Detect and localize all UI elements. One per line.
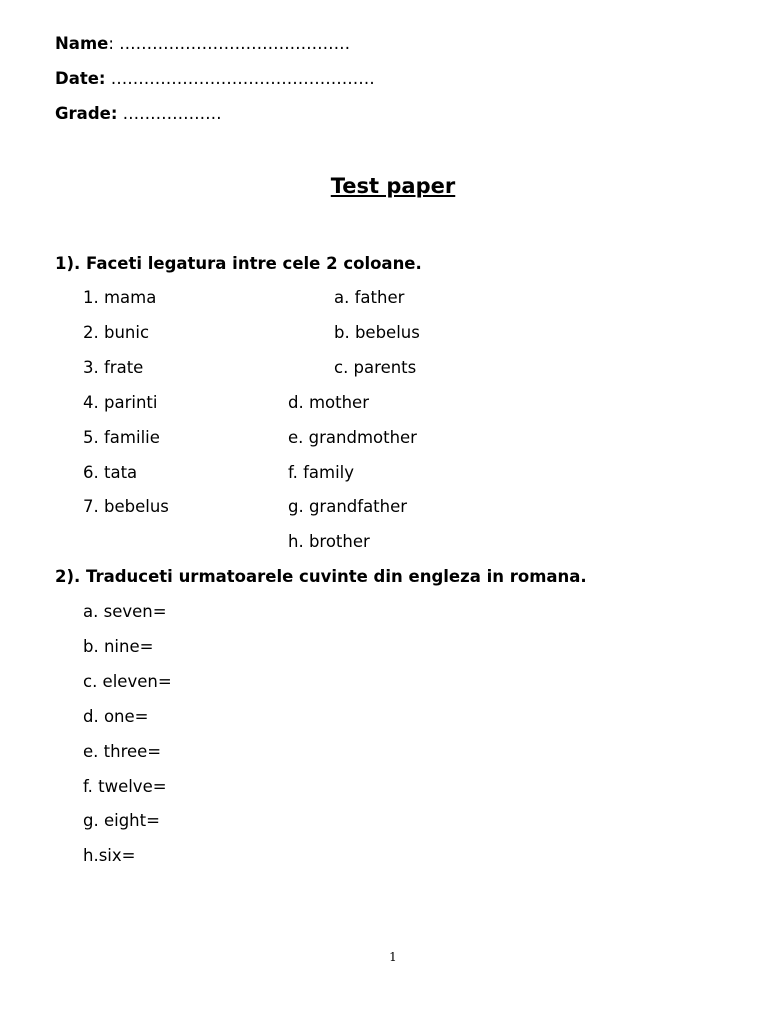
q2-item: c. eleven= <box>83 672 172 691</box>
q1-left-item: 7. bebelus <box>83 497 169 516</box>
q1-right-item: a. father <box>334 288 405 307</box>
q1-left-item: 2. bunic <box>83 323 150 342</box>
q2-item: f. twelve= <box>83 777 167 796</box>
q1-left-item: 5. familie <box>83 428 160 447</box>
q1-right-item: b. bebelus <box>334 323 420 342</box>
q1-left-item: 6. tata <box>83 463 138 482</box>
q2-item: g. eight= <box>83 811 160 830</box>
q1-right-item: f. family <box>288 463 355 482</box>
date-dots: ………………………………………… <box>105 69 375 88</box>
page-number: 1 <box>389 950 397 964</box>
name-label: Name <box>55 34 109 53</box>
q2-item: e. three= <box>83 742 162 761</box>
q1-right-item: c. parents <box>334 358 417 377</box>
q1-right-item: h. brother <box>288 532 370 551</box>
question-1-heading: 1). Faceti legatura intre cele 2 coloane. <box>55 254 422 273</box>
question-2-heading: 2). Traduceti urmatoarele cuvinte din engleza in romana. <box>55 567 587 586</box>
q2-item: h.six= <box>83 846 136 865</box>
date-field <box>55 69 375 89</box>
grade-field <box>55 104 222 124</box>
q2-item: d. one= <box>83 707 149 726</box>
q1-left-item: 4. parinti <box>83 393 158 412</box>
date-label: Date: <box>55 69 106 88</box>
name-field <box>55 34 350 54</box>
grade-label: Grade: <box>55 104 118 123</box>
q1-right-item: e. grandmother <box>288 428 417 447</box>
q1-right-item: d. mother <box>288 393 369 412</box>
q1-right-item: g. grandfather <box>288 497 408 516</box>
grade-dots: ……………… <box>117 104 222 123</box>
name-dots: : …………………………………… <box>108 34 351 53</box>
q1-left-item: 3. frate <box>83 358 144 377</box>
page-title: Test paper <box>330 174 456 198</box>
q1-left-item: 1. mama <box>83 288 157 307</box>
q2-item: a. seven= <box>83 602 167 621</box>
q2-item: b. nine= <box>83 637 154 656</box>
